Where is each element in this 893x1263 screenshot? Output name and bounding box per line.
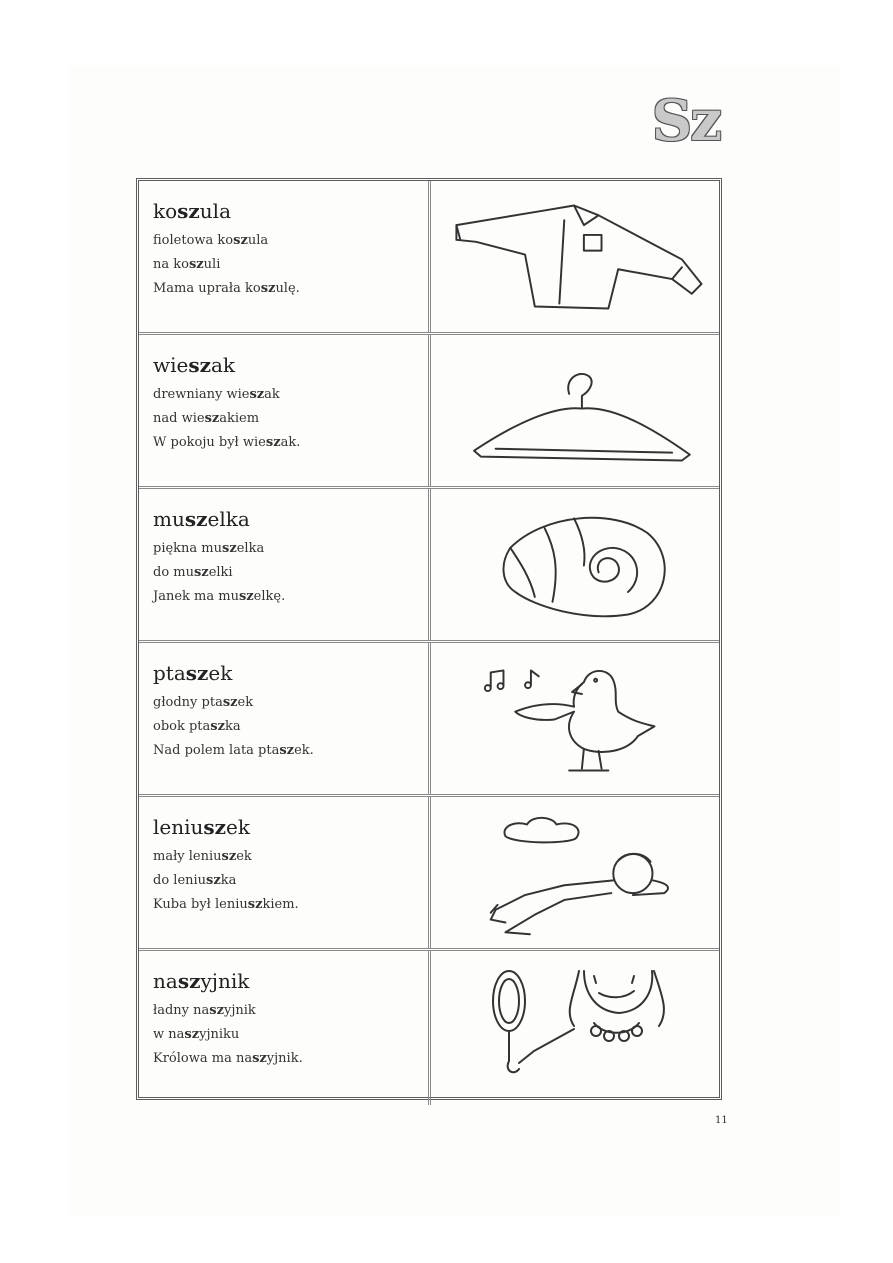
phrase: głodny ptaszek: [153, 695, 254, 710]
sentence: Kuba był leniuszkiem.: [153, 897, 299, 912]
headword: koszula: [153, 199, 231, 223]
card-ptaszek: [139, 643, 719, 797]
phrase: piękna muszelka: [153, 541, 265, 556]
headword: muszelka: [153, 507, 250, 531]
letter-heading: Sz: [651, 88, 720, 154]
phrase: mały leniuszek: [153, 849, 252, 864]
hanger-illustration: [434, 335, 721, 486]
phrase: drewniany wieszak: [153, 387, 280, 402]
shell-illustration: [434, 489, 721, 640]
phrase: obok ptaszka: [153, 719, 241, 734]
headword: ptaszek: [153, 661, 233, 685]
sentence: Janek ma muszelkę.: [153, 589, 286, 604]
shirt-illustration: [434, 181, 721, 332]
headword: leniuszek: [153, 815, 250, 839]
page-number: 11: [715, 1115, 728, 1126]
phrase: do muszelki: [153, 565, 233, 580]
phrase: do leniuszka: [153, 873, 237, 888]
bird-illustration: [434, 643, 721, 794]
sentence: W pokoju był wieszak.: [153, 435, 301, 450]
headword: naszyjnik: [153, 969, 250, 993]
card-wieszak: [139, 335, 719, 489]
sentence: Nad polem lata ptaszek.: [153, 743, 314, 758]
card-koszula: [139, 181, 719, 335]
sentence: Królowa ma naszyjnik.: [153, 1051, 303, 1066]
necklace-girl-illustration: [434, 951, 721, 1105]
card-muszelka: [139, 489, 719, 643]
card-leniuszek: [139, 797, 719, 951]
phrase: fioletowa koszula: [153, 233, 269, 248]
word-cards-table: [136, 178, 722, 1100]
phrase: w naszyjniku: [153, 1027, 240, 1042]
phrase: nad wieszakiem: [153, 411, 260, 426]
phrase: na koszuli: [153, 257, 221, 272]
lazy-boy-illustration: [434, 797, 721, 948]
card-naszyjnik: [139, 951, 719, 1105]
sentence: Mama uprała koszulę.: [153, 281, 300, 296]
phrase: ładny naszyjnik: [153, 1003, 256, 1018]
headword: wieszak: [153, 353, 236, 377]
